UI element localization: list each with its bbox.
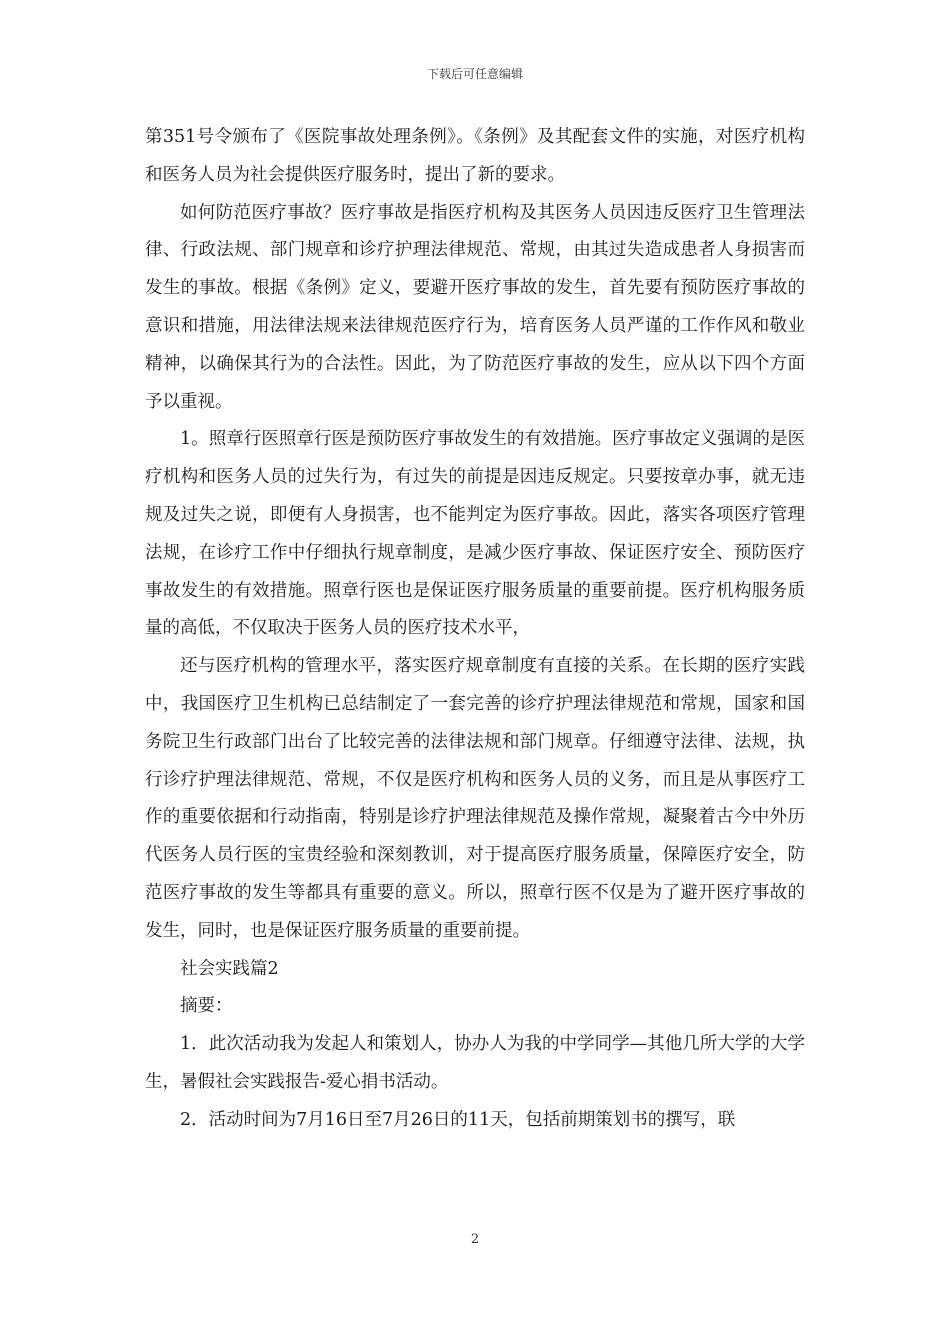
abstract-label: 摘要：	[180, 996, 233, 1017]
list-item: 2．活动时间为7月16日至7月26日的11天，包括前期策划书的撰写，联	[180, 1109, 736, 1130]
paragraph: 1。照章行医照章行医是预防医疗事故发生的有效措施。医疗事故定义强调的是医疗机构和医务人员的过失行为，有过失的前提是因违反规定。只要按章办事，就无违规及过失之说，即便有人身损害，也不能判定为医疗事故。因此，落实各项医疗管理法规，在诊疗工作中仔细执行规章制度，是减少医疗事故、保证医疗安全、预防医疗事故发生的有效措施。照章行医也是保证医疗服务质量的重要前提。医疗机构服务质量的高低，不仅取决于医务人员的医疗技术水平，	[145, 429, 805, 639]
paragraph: 如何防范医疗事故？医疗事故是指医疗机构及其医务人员因违反医疗卫生管理法律、行政法规、部门规章和诊疗护理法律规范、常规，由其过失造成患者人身损害而发生的事故。根据《条例》定义，要避开医疗事故的发生，首先要有预防医疗事故的意识和措施，用法律法规来法律规范医疗行为，培育医务人员严谨的工作作风和敬业精神，以确保其行为的合法性。因此，为了防范医疗事故的发生，应从以下四个方面予以重视。	[145, 202, 805, 412]
page-number: 2	[470, 1232, 480, 1247]
document-body	[145, 119, 805, 1140]
list-item: 1．此次活动我为发起人和策划人，协办人为我的中学同学—其他几所大学的大学生，暑假社会实践报告-爱心捐书活动。	[145, 1034, 805, 1092]
paragraph: 还与医疗机构的管理水平，落实医疗规章制度有直接的关系。在长期的医疗实践中，我国医疗卫生机构已总结制定了一套完善的诊疗护理法律规范和常规，国家和国务院卫生行政部门出台了比较完善的法律法规和部门规章。仔细遵守法律、法规，执行诊疗护理法律规范、常规，不仅是医疗机构和医务人员的义务，而且是从事医疗工作的重要依据和行动指南，特别是诊疗护理法律规范及操作常规，凝聚着古今中外历代医务人员行医的宝贵经验和深刻教训，对于提高医疗服务质量，保障医疗安全，防范医疗事故的发生等都具有重要的意义。所以，照章行医不仅是为了避开医疗事故的发生，同时，也是保证医疗服务质量的重要前提。	[145, 656, 805, 941]
paragraph: 第351号令颁布了《医院事故处理条例》。《条例》及其配套文件的实施，对医疗机构和医务人员为社会提供医疗服务时，提出了新的要求。	[145, 127, 805, 185]
page-header: 下载后可任意编辑	[426, 67, 523, 81]
section-heading: 社会实践篇2	[180, 958, 279, 979]
